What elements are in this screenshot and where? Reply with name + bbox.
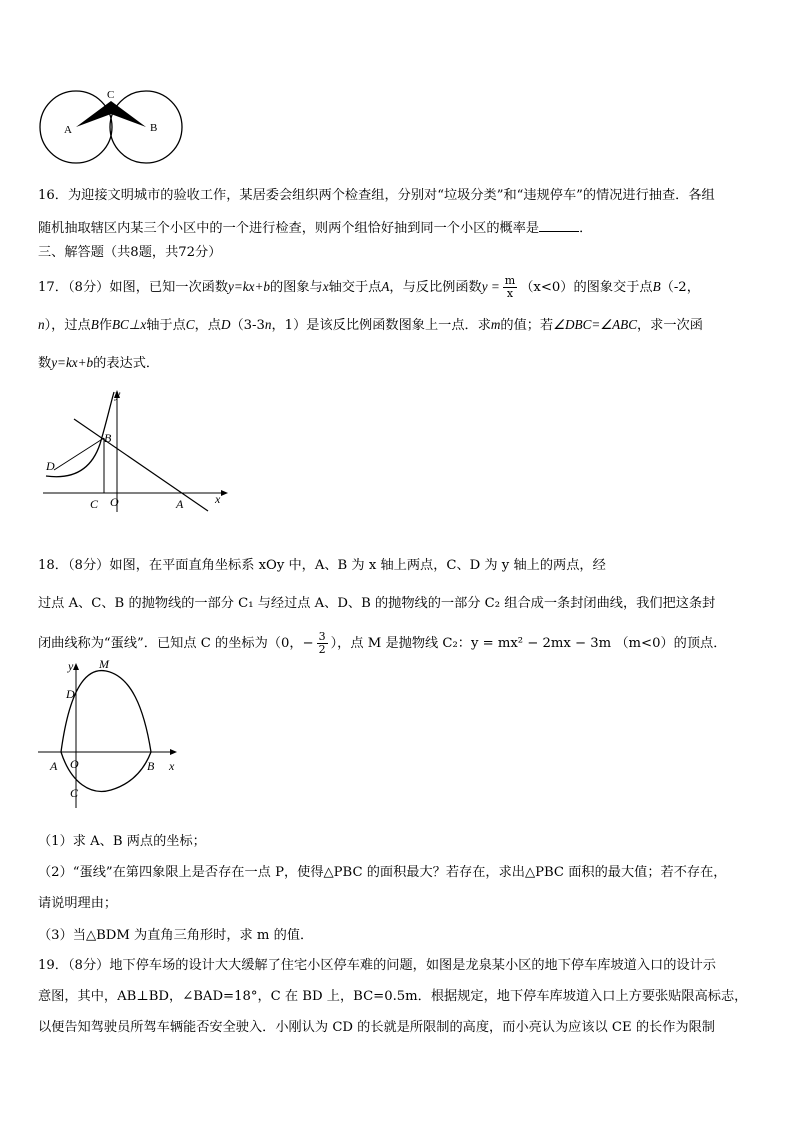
q16-line1: 16．为迎接文明城市的验收工作，某居委会组织两个检查组，分别对“垃圾分类”和“违规停车”的情况进行抽查．各组 xyxy=(38,188,715,203)
label-x: x xyxy=(215,492,221,506)
label-o: O xyxy=(70,757,79,771)
label-y: y xyxy=(115,387,121,401)
fraction-m-over-x: $\frac{m}{x}$ xyxy=(504,274,516,300)
label-d: D xyxy=(46,459,55,473)
label-c: C xyxy=(70,786,79,800)
section-title: 三、解答题（共8题，共72分） xyxy=(38,245,222,260)
q18-sub3: （3）当△BDM 为直角三角形时，求 m 的值． xyxy=(38,928,314,943)
q17-line3: 数y=kx+b的表达式． xyxy=(38,355,160,371)
q18-figure xyxy=(36,658,186,823)
label-b: B xyxy=(147,759,155,773)
q18-line2: 过点 A、C、B 的抛物线的一部分 C₁ 与经过点 A、D、B 的抛物线的一部分 C₂ 组合成一条封闭曲线，我们把这条封 xyxy=(38,596,716,611)
fraction-3-over-2: $\frac{3}{2}$ xyxy=(318,630,326,656)
q17-line1: 17．（8分）如图，已知一次函数y=kx+b的图象与x轴交于点A，与反比例函数y = $\frac{m}{x}$ （x<0）的图象交于点B（-2， xyxy=(38,274,700,300)
q19-line3: 以便告知驾驶员所驾车辆能否安全驶入．小刚认为 CD 的长就是所限制的高度，而小亮认为应该以 CE 的长作为限制 xyxy=(38,1020,715,1035)
answer-blank xyxy=(539,219,579,232)
label-m: M xyxy=(99,658,109,671)
q19-line1: 19．（8分）地下停车场的设计大大缓解了住宅小区停车难的问题，如图是龙泉某小区的地下停车库坡道入口的设计示 xyxy=(38,958,716,973)
q18-line3: 闭曲线称为“蛋线”．已知点 C 的坐标为（0，− $\frac{3}{2}$ ），点 M 是抛物线 C₂：y = mx² − 2mx − 3m （m<0）的顶点． xyxy=(38,630,727,656)
label-o: O xyxy=(110,495,119,509)
label-b: B xyxy=(150,122,158,134)
q17-line2: n），过点B作BC⊥x轴于点C，点D（3-3n，1）是该反比例函数图象上一点．求m的值；若∠DBC=∠ABC，求一次函 xyxy=(38,317,703,333)
label-a: A xyxy=(176,497,184,511)
q18-sub2-line2: 请说明理由； xyxy=(38,896,118,911)
q19-line2: 意图，其中，AB⊥BD，∠BAD=18°，C 在 BD 上，BC=0.5m．根据规定，地下停车库坡道入口上方要张贴限高标志， xyxy=(38,989,748,1004)
q18-sub2-line1: （2）“蛋线”在第四象限上是否存在一点 P，使得△PBC 的面积最大？若存在，求出△PBC 面积的最大值；若不存在， xyxy=(38,865,727,880)
q16-line2: 随机抽取辖区内某三个小区中的一个进行检查，则两个组恰好抽到同一个小区的概率是 ． xyxy=(38,221,593,236)
label-b: B xyxy=(104,431,112,445)
label-a: A xyxy=(50,759,58,773)
label-c: C xyxy=(90,497,99,511)
label-x: x xyxy=(169,759,175,773)
q16-figure xyxy=(36,86,188,168)
q18-line1: 18．（8分）如图，在平面直角坐标系 xOy 中，A、B 为 x 轴上两点，C、D 为 y 轴上的两点，经 xyxy=(38,558,606,573)
label-a: A xyxy=(64,124,72,136)
label-d: D xyxy=(66,687,75,701)
q17-figure xyxy=(38,384,238,519)
label-y: y xyxy=(68,659,74,673)
label-c: C xyxy=(107,89,115,101)
q18-sub1: （1）求 A、B 两点的坐标； xyxy=(38,834,206,849)
